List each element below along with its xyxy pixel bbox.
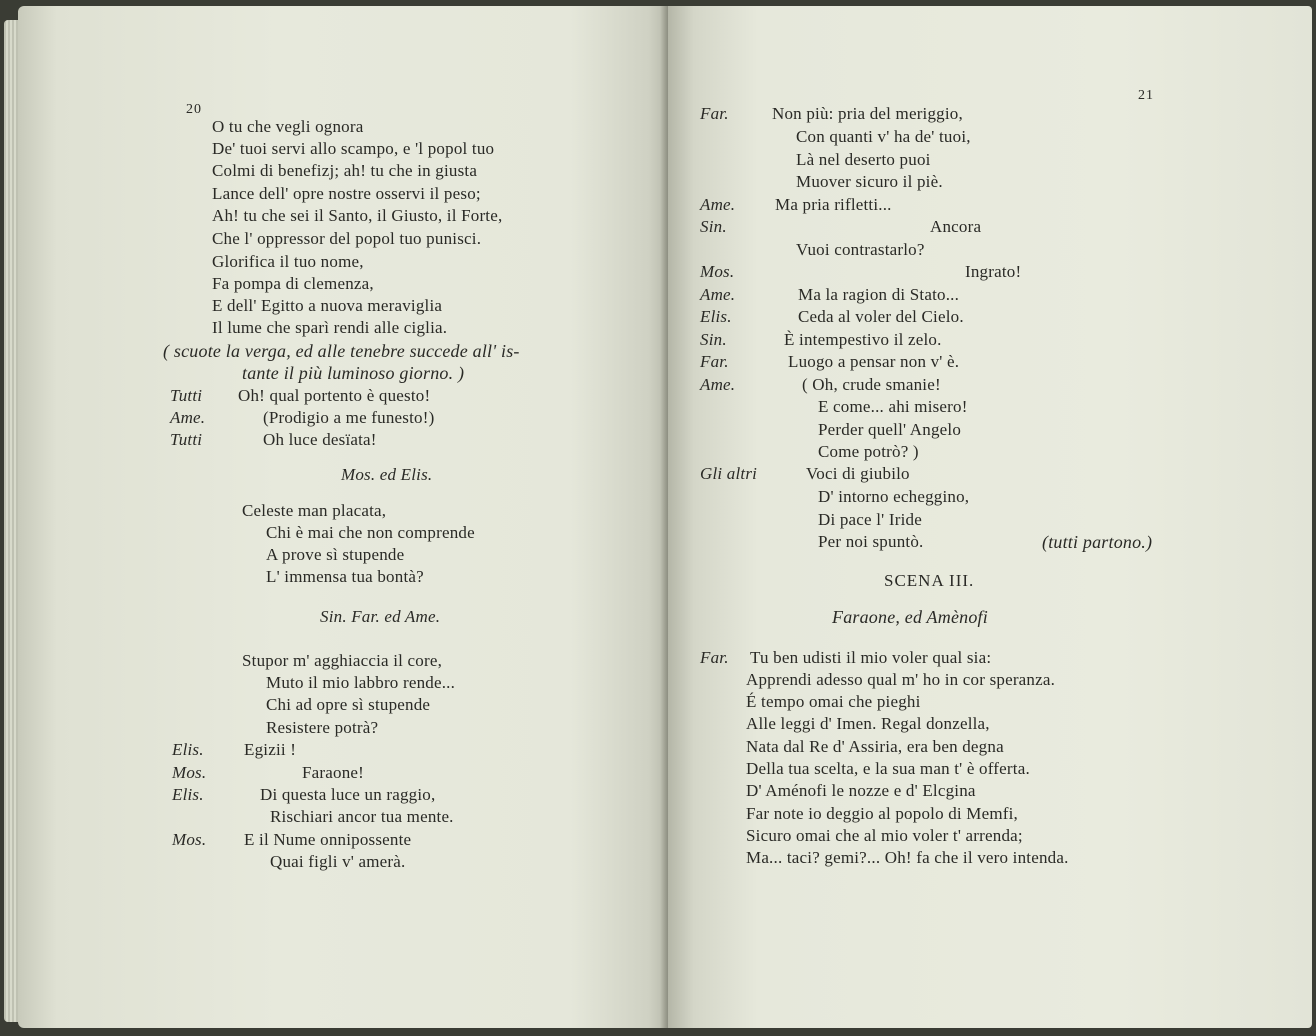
speaker-ame: Ame. <box>700 195 736 214</box>
dialogue-line: Non più: pria del meriggio, <box>772 104 963 123</box>
verse-line: Resistere potrà? <box>266 718 379 737</box>
dialogue-line: Tu ben udisti il mio voler qual sia: <box>750 648 992 667</box>
dialogue-line: Far note io deggio al popolo di Memfi, <box>746 804 1019 823</box>
dialogue-line: Ma... taci? gemi?... Oh! fa che il vero intenda. <box>746 848 1069 867</box>
left-page-number: 20 <box>186 102 202 117</box>
dialogue-line: Apprendi adesso qual m' ho in cor speranza. <box>746 670 1056 689</box>
verse-line: Celeste man placata, <box>242 501 387 520</box>
dialogue-line: ( Oh, crude smanie! <box>802 375 941 394</box>
speaker-ame: Ame. <box>170 408 206 427</box>
verse-line: E dell' Egitto a nuova meraviglia <box>212 296 443 315</box>
verse-line: Il lume che sparì rendi alle ciglia. <box>212 318 448 337</box>
speaker-mos: Mos. <box>172 763 207 782</box>
dialogue-line: Di questa luce un raggio, <box>260 785 436 804</box>
dialogue-line: Quai figli v' amerà. <box>270 852 406 871</box>
section-heading: Mos. ed Elis. <box>341 465 433 484</box>
speaker-far: Far. <box>700 352 729 371</box>
dialogue-line: D' intorno echeggino, <box>818 487 970 506</box>
dialogue-line: Oh luce desïata! <box>263 430 377 449</box>
dialogue-line: È intempestivo il zelo. <box>784 330 942 349</box>
verse-line: Lance dell' opre nostre osservi il peso; <box>212 184 481 203</box>
verse-line: A prove sì stupende <box>266 545 405 564</box>
speaker-far: Far. <box>700 648 729 667</box>
speaker-far: Far. <box>700 104 729 123</box>
dialogue-line: (Prodigio a me funesto!) <box>263 408 435 427</box>
speaker-elis: Elis. <box>700 307 732 326</box>
scene-title: SCENA III. <box>884 571 975 590</box>
right-page <box>668 6 1312 1028</box>
dialogue-line: Ingrato! <box>965 262 1022 281</box>
speaker-mos: Mos. <box>172 830 207 849</box>
dialogue-line: Voci di giubilo <box>806 464 910 483</box>
speaker-mos: Mos. <box>700 262 735 281</box>
speaker-sin: Sin. <box>700 330 727 349</box>
speaker-ame: Ame. <box>700 285 736 304</box>
dialogue-line: Alle leggi d' Imen. Regal donzella, <box>746 714 990 733</box>
verse-line: Muto il mio labbro rende... <box>266 673 456 692</box>
dialogue-line: Muover sicuro il piè. <box>796 172 943 191</box>
dialogue-line: Nata dal Re d' Assiria, era ben degna <box>746 737 1004 756</box>
dialogue-line: Oh! qual portento è questo! <box>238 386 431 405</box>
verse-line: Chi ad opre sì stupende <box>266 695 431 714</box>
dialogue-line: E il Nume onnipossente <box>244 830 412 849</box>
dialogue-line: Egizii ! <box>244 740 297 759</box>
dialogue-line: Con quanti v' ha de' tuoi, <box>796 127 971 146</box>
verse-line: Stupor m' agghiaccia il core, <box>242 651 443 670</box>
verse-line: O tu che vegli ognora <box>212 117 364 136</box>
section-heading: Sin. Far. ed Ame. <box>320 607 441 626</box>
dialogue-line: Della tua scelta, e la sua man t' è offerta. <box>746 759 1030 778</box>
dialogue-line: Come potrò? ) <box>818 442 919 461</box>
scene-characters: Faraone, ed Amènofi <box>832 607 988 627</box>
dialogue-line: Luogo a pensar non v' è. <box>788 352 960 371</box>
speaker-elis: Elis. <box>172 740 204 759</box>
dialogue-line: Rischiari ancor tua mente. <box>270 807 454 826</box>
dialogue-line: Faraone! <box>302 763 365 782</box>
dialogue-line: D' Aménofi le nozze e d' Elcgina <box>746 781 976 800</box>
dialogue-line: E come... ahi misero! <box>818 397 968 416</box>
stage-direction: (tutti partono.) <box>1042 532 1153 552</box>
verse-line: Fa pompa di clemenza, <box>212 274 374 293</box>
dialogue-line: Ma pria rifletti... <box>775 195 892 214</box>
verse-line: Ah! tu che sei il Santo, il Giusto, il Forte, <box>212 206 503 225</box>
dialogue-line: Là nel deserto puoi <box>796 150 931 169</box>
verse-line: De' tuoi servi allo scampo, e 'l popol tuo <box>212 139 495 158</box>
stage-direction: tante il più luminoso giorno. ) <box>242 363 465 383</box>
dialogue-line: Per noi spuntò. <box>818 532 924 551</box>
dialogue-line: Di pace l' Iride <box>818 510 922 529</box>
verse-line: Glorifica il tuo nome, <box>212 252 364 271</box>
speaker-gli-altri: Gli altri <box>700 464 758 483</box>
dialogue-line: Ceda al voler del Cielo. <box>798 307 964 326</box>
dialogue-line: Ancora <box>930 217 982 236</box>
verse-line: Che l' oppressor del popol tuo punisci. <box>212 229 482 248</box>
verse-line: Chi è mai che non comprende <box>266 523 475 542</box>
dialogue-line: Perder quell' Angelo <box>818 420 962 439</box>
dialogue-line: É tempo omai che pieghi <box>746 692 921 711</box>
speaker-tutti: Tutti <box>170 386 203 405</box>
speaker-tutti: Tutti <box>170 430 203 449</box>
verse-line: L' immensa tua bontà? <box>266 567 424 586</box>
right-page-number: 21 <box>1138 88 1154 103</box>
speaker-elis: Elis. <box>172 785 204 804</box>
verse-line: Colmi di benefizj; ah! tu che in giusta <box>212 161 478 180</box>
dialogue-line: Vuoi contrastarlo? <box>796 240 925 259</box>
speaker-sin: Sin. <box>700 217 727 236</box>
stage-direction: ( scuote la verga, ed alle tenebre succede all' is- <box>163 341 520 361</box>
dialogue-line: Sicuro omai che al mio voler t' arrenda; <box>746 826 1023 845</box>
speaker-ame: Ame. <box>700 375 736 394</box>
dialogue-line: Ma la ragion di Stato... <box>798 285 960 304</box>
